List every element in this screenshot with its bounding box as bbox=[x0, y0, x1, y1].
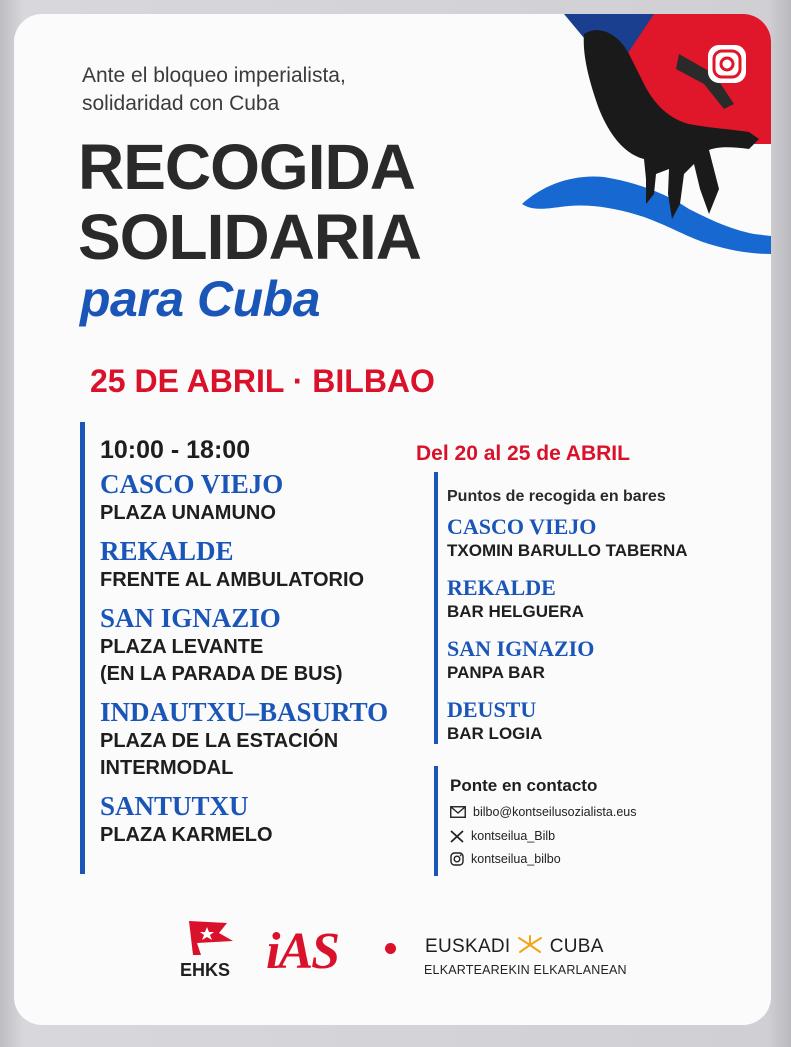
left-divider bbox=[80, 422, 85, 874]
bar-name: BAR HELGUERA bbox=[447, 602, 584, 621]
bar-place-name: REKALDE bbox=[447, 575, 556, 600]
place-name: INDAUTXU–BASURTO bbox=[100, 697, 389, 727]
contact-email: bilbo@kontseilusozialista.eus bbox=[473, 805, 637, 819]
bar-name: PANPA BAR bbox=[447, 663, 545, 682]
place-location: PLAZA UNAMUNO bbox=[100, 502, 276, 524]
contact-instagram-row[interactable] bbox=[450, 852, 561, 866]
instagram-icon bbox=[450, 852, 464, 866]
intro-text bbox=[82, 62, 346, 118]
bar-points-list bbox=[447, 514, 767, 758]
title-line-2: SOLIDARIA bbox=[78, 201, 421, 273]
x-logo-icon bbox=[450, 830, 464, 843]
ehks-flag-logo-icon bbox=[187, 919, 237, 957]
contact-heading: Ponte en contacto bbox=[450, 776, 598, 795]
partner-subtitle: ELKARTEAREKIN ELKARLANEAN bbox=[424, 963, 627, 977]
poster-card bbox=[14, 14, 771, 1025]
place-name: SANTUTXU bbox=[100, 791, 249, 821]
bars-label: Puntos de recogida en bares bbox=[447, 488, 666, 505]
place-location-detail: INTERMODAL bbox=[100, 757, 234, 779]
event-time: 10:00 - 18:00 bbox=[100, 436, 251, 464]
bar-name: BAR LOGIA bbox=[447, 724, 543, 743]
title-line-1: RECOGIDA bbox=[78, 131, 415, 203]
ias-logo-text: iAS bbox=[266, 923, 339, 980]
page-subtitle: para Cuba bbox=[80, 271, 321, 327]
place-location: PLAZA DE LA ESTACIÓN bbox=[100, 730, 339, 752]
ehks-logo-text: EHKS bbox=[180, 960, 231, 980]
cuba-text: CUBA bbox=[549, 936, 604, 957]
separator-dot bbox=[385, 943, 396, 954]
contact-x-row[interactable] bbox=[450, 829, 555, 843]
collection-points-list bbox=[100, 466, 430, 857]
place-name: REKALDE bbox=[100, 536, 234, 566]
place-location-detail: (EN LA PARADA DE BUS) bbox=[100, 663, 343, 685]
place-name: CASCO VIEJO bbox=[100, 469, 284, 499]
place-location: PLAZA LEVANTE bbox=[100, 636, 264, 658]
bar-name: TXOMIN BARULLO TABERNA bbox=[447, 541, 688, 560]
mail-icon bbox=[450, 806, 466, 818]
bar-place-name: CASCO VIEJO bbox=[447, 514, 597, 539]
bar-place-name: DEUSTU bbox=[447, 697, 537, 722]
place-name: SAN IGNAZIO bbox=[100, 603, 281, 633]
euskadi-text: EUSKADI bbox=[425, 936, 511, 957]
page-title bbox=[78, 132, 421, 272]
event-date: 25 DE ABRIL · BILBAO bbox=[90, 363, 435, 399]
place-location: FRENTE AL AMBULATORIO bbox=[100, 569, 365, 591]
contact-instagram: kontseilua_bilbo bbox=[471, 852, 561, 866]
intro-line-1: Ante el bloqueo imperialista, bbox=[82, 64, 346, 87]
place-location: PLAZA KARMELO bbox=[100, 824, 273, 846]
star-burst-icon bbox=[517, 935, 543, 955]
instagram-badge-icon bbox=[707, 44, 747, 84]
right-divider bbox=[434, 472, 438, 744]
bar-place-name: SAN IGNAZIO bbox=[447, 636, 595, 661]
contact-email-row[interactable] bbox=[450, 805, 636, 819]
bars-date-range: Del 20 al 25 de ABRIL bbox=[416, 442, 630, 465]
intro-line-2: solidaridad con Cuba bbox=[82, 92, 280, 115]
contact-divider bbox=[434, 766, 438, 876]
euskadi-cuba-logo bbox=[425, 935, 604, 958]
contact-x-handle: kontseilua_Bilb bbox=[471, 829, 556, 843]
